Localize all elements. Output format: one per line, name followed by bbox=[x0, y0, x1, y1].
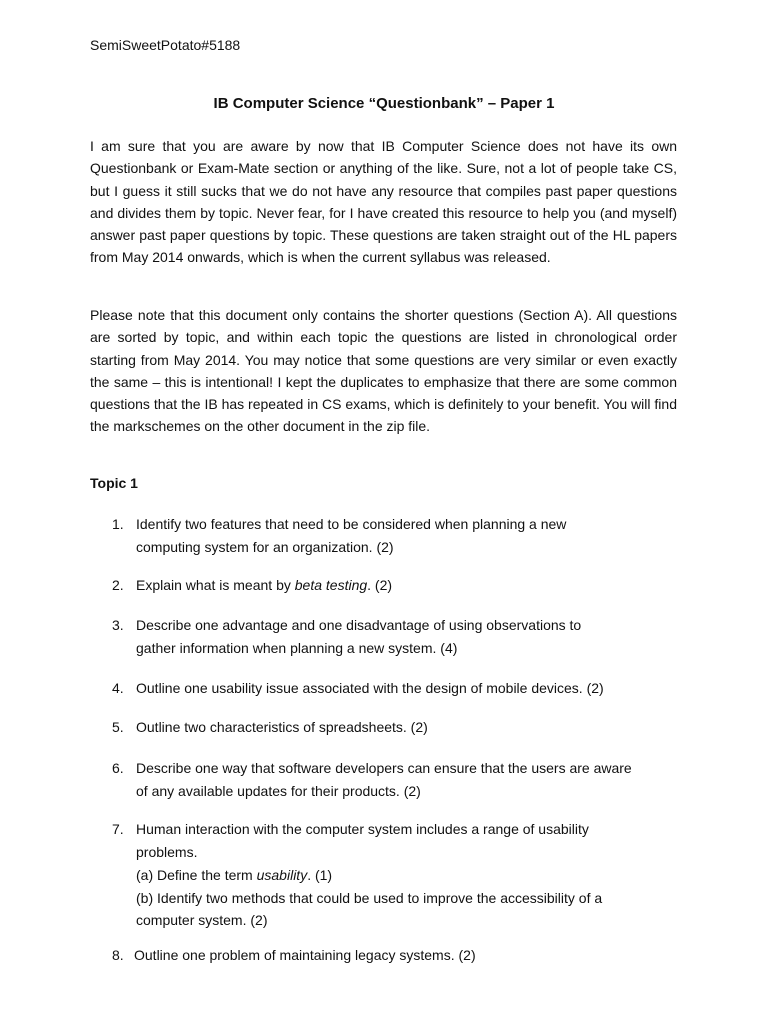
question-item-1 bbox=[112, 513, 672, 558]
question-item-2 bbox=[112, 574, 672, 597]
question-item-3 bbox=[112, 614, 672, 659]
question-text-line: computing system for an organization. (2) bbox=[136, 538, 394, 555]
question-number: 3. bbox=[112, 617, 124, 633]
question-item-4 bbox=[112, 677, 672, 700]
question-number: 6. bbox=[112, 760, 124, 776]
italic-term: beta testing bbox=[294, 577, 368, 593]
question-text-line: computer system. (2) bbox=[136, 912, 268, 928]
question-item-6 bbox=[112, 757, 672, 802]
question-marks: . (1) bbox=[307, 867, 333, 883]
question-text-line: problems. bbox=[136, 843, 198, 860]
question-text: Explain what is meant by bbox=[136, 577, 295, 593]
question-text-line: Outline one usability issue associated with the design of mobile devices. (2) bbox=[136, 680, 604, 696]
question-text-line: Describe one way that software developers can ensure that the users are aware bbox=[136, 760, 632, 776]
intro-paragraph-2: Please note that this document only contains the shorter questions (Section A). All questions are sorted by topic, and within each topic the questions are listed in chronological order starting from May 2014. You may notice that some questions are very similar or even exactly the same – this is intentional! I kept the duplicates to emphasize that there are some common questions that the IB has repeated in CS exams, which is definitely to your benefit. You will find the markschemes on the other document in the zip file. bbox=[90, 307, 677, 435]
question-item-8 bbox=[112, 944, 672, 967]
question-number: 7. bbox=[112, 821, 124, 837]
question-subpart-b: (b) Identify two methods that could be used to improve the accessibility of a bbox=[136, 889, 603, 906]
question-number: 1. bbox=[112, 516, 124, 532]
topic-heading: Topic 1 bbox=[90, 475, 138, 491]
document-title: IB Computer Science “Questionbank” – Paper 1 bbox=[213, 95, 555, 112]
author-handle: SemiSweetPotato#5188 bbox=[90, 37, 241, 53]
question-number: 5. bbox=[112, 719, 124, 735]
intro-paragraph-1: I am sure that you are aware by now that IB Computer Science does not have its own Questionbank or Exam-Mate section or anything of the like. Sure, not a lot of people take CS, but I guess it still sucks that we do not have any resource that compiles past paper questions and divides them by topic. Never fear, for I have created this resource to help you (and myself) answer past paper questions by topic. These questions are taken straight out of the HL papers from May 2014 onwards, which is when the current syllabus was released. bbox=[90, 138, 677, 266]
question-subpart-a bbox=[136, 864, 672, 887]
question-text-line bbox=[136, 574, 672, 597]
question-item-5 bbox=[112, 716, 672, 739]
question-marks: . (2) bbox=[367, 577, 393, 593]
question-number: 8. bbox=[112, 947, 124, 963]
question-text-line: Outline one problem of maintaining legacy systems. (2) bbox=[134, 947, 476, 963]
question-text-line: Describe one advantage and one disadvantage of using observations to bbox=[136, 617, 582, 633]
question-text-line: Human interaction with the computer system includes a range of usability bbox=[136, 821, 589, 837]
question-text-line: gather information when planning a new system. (4) bbox=[136, 639, 458, 656]
question-text-line: of any available updates for their products. (2) bbox=[136, 782, 421, 799]
question-number: 2. bbox=[112, 577, 124, 593]
question-text-line: Outline two characteristics of spreadsheets. (2) bbox=[136, 719, 428, 735]
italic-term: usability bbox=[256, 867, 308, 883]
question-item-7 bbox=[112, 818, 672, 932]
question-text: (a) Define the term bbox=[136, 867, 257, 883]
question-number: 4. bbox=[112, 680, 124, 696]
question-text-line: Identify two features that need to be considered when planning a new bbox=[136, 516, 567, 532]
